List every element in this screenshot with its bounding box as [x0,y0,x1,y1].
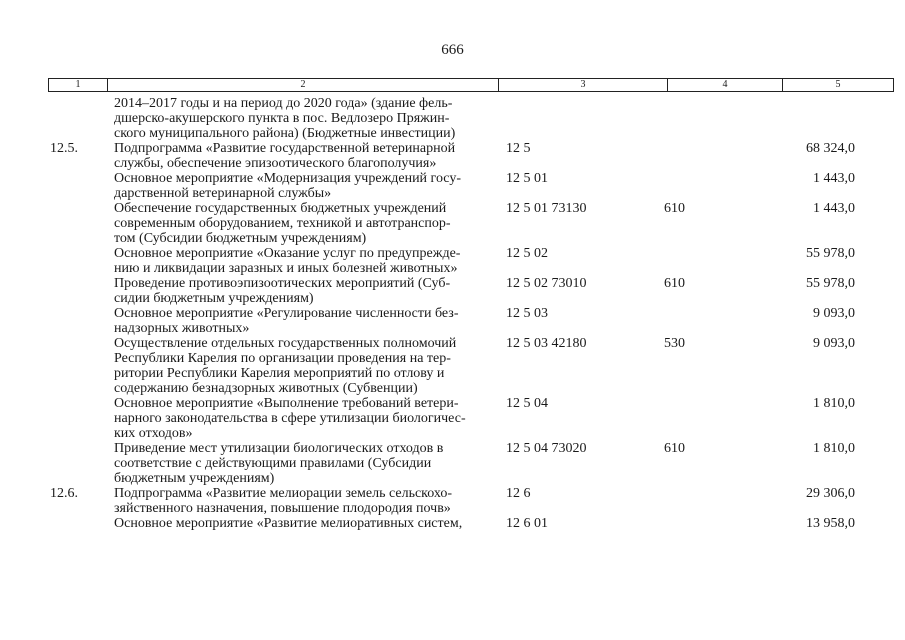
row-code: 12 5 04 [506,396,548,411]
row-description [114,96,494,141]
row-code: 12 6 [506,486,531,501]
row-amount: 29 306,0 [806,486,855,501]
description-line: надзорных животных» [114,321,250,336]
description-line: 2014–2017 годы и на период до 2020 года» (здание фель- [114,96,453,111]
row-description [114,201,494,246]
row-amount: 55 978,0 [806,246,855,261]
description-line: Приведение мест утилизации биологических отходов в [114,441,444,456]
description-line: Основное мероприятие «Регулирование численности без- [114,306,459,321]
table-row [0,246,905,276]
column-header-5: 5 [782,79,893,91]
table-row [0,141,905,171]
row-expense-type: 530 [664,336,685,351]
row-amount: 1 810,0 [813,441,855,456]
description-line: Основное мероприятие «Модернизация учреждений госу- [114,171,461,186]
row-amount: 9 093,0 [813,336,855,351]
description-line: Проведение противоэпизоотических мероприятий (Суб- [114,276,451,291]
row-expense-type: 610 [664,276,685,291]
description-line: современным оборудованием, техникой и автотранспор- [114,216,451,231]
row-expense-type: 610 [664,201,685,216]
row-description [114,246,494,276]
row-description [114,516,494,531]
row-code: 12 5 02 73010 [506,276,587,291]
row-description [114,306,494,336]
row-description [114,441,494,486]
description-line: содержанию безнадзорных животных (Субвенции) [114,381,418,396]
row-code: 12 5 03 42180 [506,336,587,351]
table-body [0,96,905,531]
description-line: Обеспечение государственных бюджетных учреждений [114,201,447,216]
description-line: Основное мероприятие «Оказание услуг по предупрежде- [114,246,461,261]
description-line: дшерско-акушерского пункта в пос. Ведлозеро Пряжин- [114,111,450,126]
table-row [0,96,905,141]
page-number: 666 [441,42,464,58]
column-header-2: 2 [107,79,498,91]
table-header [48,78,894,92]
table-row [0,486,905,516]
description-line: зяйственного назначения, повышение плодородия почв» [114,501,451,516]
row-amount: 1 810,0 [813,396,855,411]
row-amount: 55 978,0 [806,276,855,291]
row-number: 12.6. [50,486,78,501]
row-code: 12 5 03 [506,306,548,321]
description-line: нарного законодательства в сфере утилизации биологичес- [114,411,466,426]
column-header-4: 4 [667,79,782,91]
table-row [0,441,905,486]
description-line: службы, обеспечение эпизоотического благополучия» [114,156,437,171]
row-code: 12 5 04 73020 [506,441,587,456]
table-row [0,201,905,246]
row-code: 12 5 02 [506,246,548,261]
row-amount: 9 093,0 [813,306,855,321]
description-line: Осуществление отдельных государственных полномочий [114,336,457,351]
row-amount: 1 443,0 [813,201,855,216]
description-line: том (Субсидии бюджетным учреждениям) [114,231,367,246]
row-expense-type: 610 [664,441,685,456]
row-amount: 13 958,0 [806,516,855,531]
description-line: соответствие с действующими правилами (Субсидии [114,456,432,471]
row-code: 12 5 01 [506,171,548,186]
description-line: Подпрограмма «Развитие государственной ветеринарной [114,141,456,156]
table-row [0,171,905,201]
row-amount: 1 443,0 [813,171,855,186]
table-row [0,336,905,396]
description-line: ритории Республики Карелия мероприятий по отлову и [114,366,445,381]
description-line: бюджетным учреждениям) [114,471,275,486]
table-row [0,276,905,306]
description-line: Основное мероприятие «Выполнение требований ветери- [114,396,459,411]
description-line: дарственной ветеринарной службы» [114,186,332,201]
row-description [114,336,494,396]
row-code: 12 5 [506,141,531,156]
row-amount: 68 324,0 [806,141,855,156]
row-description [114,396,494,441]
row-description [114,276,494,306]
row-number: 12.5. [50,141,78,156]
row-code: 12 5 01 73130 [506,201,587,216]
row-description [114,171,494,201]
row-description [114,141,494,171]
description-line: нию и ликвидации заразных и иных болезней животных» [114,261,458,276]
row-code: 12 6 01 [506,516,548,531]
table-row [0,306,905,336]
description-line: ского муниципального района) (Бюджетные инвестиции) [114,126,456,141]
column-header-1: 1 [75,79,81,90]
table-row [0,516,905,531]
description-line: Республики Карелия по организации проведения на тер- [114,351,451,366]
description-line: Подпрограмма «Развитие мелиорации земель сельскохо- [114,486,453,501]
column-header-3: 3 [498,79,667,91]
table-row [0,396,905,441]
description-line: сидии бюджетным учреждениям) [114,291,314,306]
description-line: ких отходов» [114,426,193,441]
description-line: Основное мероприятие «Развитие мелиоративных систем, [114,516,463,531]
row-description [114,486,494,516]
